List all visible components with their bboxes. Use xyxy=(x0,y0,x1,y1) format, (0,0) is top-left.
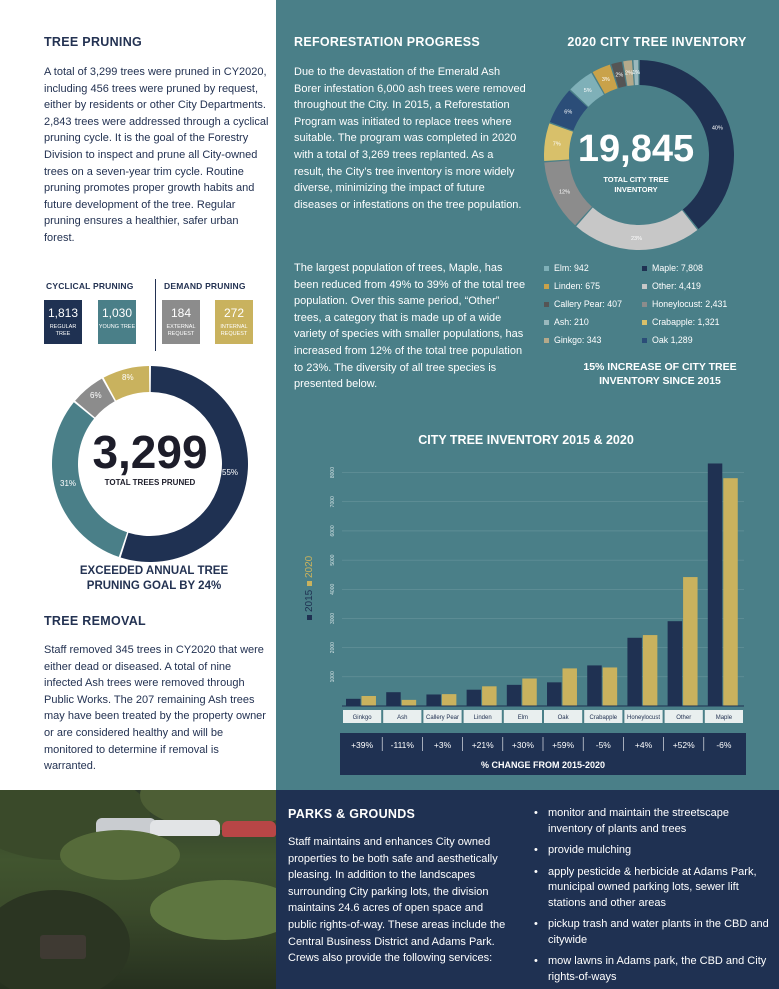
internal-request-box xyxy=(215,300,253,344)
internal-request-label: INTERNAL REQUEST xyxy=(220,324,248,337)
legend-swatch xyxy=(544,320,549,325)
legend-text: Linden: 675 xyxy=(554,281,600,291)
inventory-total-label xyxy=(586,175,686,195)
legend-text: Oak 1,289 xyxy=(652,335,693,345)
change-label: +21% xyxy=(471,740,494,750)
young-tree-box xyxy=(98,300,136,344)
service-item: • provide mulching xyxy=(534,843,770,859)
y-tick-label: 4000 xyxy=(330,583,336,595)
change-label: +4% xyxy=(634,740,653,750)
y-tick-label: 1000 xyxy=(330,671,336,683)
legend-swatch xyxy=(544,266,549,271)
legend-text: Maple: 7,808 xyxy=(652,263,703,273)
legend-swatch xyxy=(642,302,647,307)
y-tick-label: 3000 xyxy=(330,612,336,625)
legend-swatch xyxy=(544,284,549,289)
bar-linden-2020 xyxy=(482,686,496,706)
park-bench xyxy=(40,935,86,959)
donut1-pct-6: 6% xyxy=(90,391,102,400)
inventory-bar-chart xyxy=(276,450,779,775)
legend-callery-pear xyxy=(544,299,622,309)
y-tick-label: 5000 xyxy=(330,554,336,566)
left-column xyxy=(0,0,276,790)
inventory-slice-other xyxy=(576,208,697,250)
change-label: -111% xyxy=(390,740,414,750)
category-label: Crabapple xyxy=(589,715,618,721)
bar-oak-2020 xyxy=(562,668,576,706)
lawn xyxy=(150,880,276,940)
legend-elm xyxy=(544,263,589,273)
regular-tree-value: 1,813 xyxy=(47,306,79,320)
regular-tree-box xyxy=(44,300,82,344)
inventory-total: 19,845 xyxy=(577,128,695,170)
change-label: +59% xyxy=(552,740,575,750)
bar-callery-pear-2020 xyxy=(442,694,456,706)
change-label: -6% xyxy=(716,740,732,750)
bar-crabapple-2015 xyxy=(587,665,601,706)
inventory-slice-label: 12% xyxy=(558,189,571,196)
inventory-slice-label: 2% xyxy=(625,70,633,77)
donut1-pct-8: 8% xyxy=(122,373,134,382)
legend-ash xyxy=(544,317,589,327)
external-request-box xyxy=(162,300,200,344)
legend-swatch xyxy=(642,266,647,271)
parks-title: PARKS & GROUNDS xyxy=(288,807,416,821)
reforestation-body-1: Due to the devastation of the Emerald Ash Borer infestation 6,000 ash trees were removed throughout the City. In 2015, a Reforestation Program was initiated to replace trees where suitable. The program was completed in 2020 with a total of 3,269 trees replanted. As a result, the City’s tree inventory is more widely diverse, minimizing the impact of future diseases or infestations on the tree population. xyxy=(294,66,526,211)
bar-legend xyxy=(304,555,315,620)
tree-pruning-body: A total of 3,299 trees were pruned in CY2020, including 456 trees were pruned by request, either by residents or other City Departments. 2,843 trees were addressed through a cyclical pruning cycle. It is the goal of the Forestry Division to inspect and prune all City-owned trees on a seven-year trim cycle. Routine pruning promotes proper growth habits and future development of the tree. Regular pruning ensures a healthier, safer urban forest. xyxy=(44,66,269,244)
young-tree-label: YOUNG TREE xyxy=(98,324,136,330)
donut1-pct-55: 55% xyxy=(222,468,239,477)
legend-text: Honeylocust: 2,431 xyxy=(652,299,728,309)
legend-swatch xyxy=(642,320,647,325)
category-label: Oak xyxy=(557,715,569,721)
y-tick-label: 7000 xyxy=(330,496,336,508)
cyclical-pruning-heading: CYCLICAL PRUNING xyxy=(46,281,134,291)
parks-grounds-section xyxy=(276,790,779,989)
category-label: Elm xyxy=(517,715,529,721)
category-label: Other xyxy=(676,715,692,721)
service-item: • mow lawns in Adams park, the CBD and City rights-of-ways xyxy=(534,954,770,985)
y-tick-label: 6000 xyxy=(330,525,336,537)
category-label: Linden xyxy=(473,715,492,721)
service-item: • pickup trash and water plants in the CBD and citywide xyxy=(534,917,770,948)
legend-text: Callery Pear: 407 xyxy=(554,299,622,309)
pruning-divider xyxy=(155,279,156,351)
tree-removal-title: TREE REMOVAL xyxy=(44,614,146,628)
trees-pruned-label: TOTAL TREES PRUNED xyxy=(104,478,196,487)
legend-text: Crabapple: 1,321 xyxy=(652,317,720,327)
bar-callery-pear-2015 xyxy=(426,694,440,706)
reforestation-title: REFORESTATION PROGRESS xyxy=(294,35,481,49)
legend-label-2020: 2020 xyxy=(304,555,315,578)
bar-honeylocust-2015 xyxy=(627,638,641,706)
change-label: +3% xyxy=(433,740,452,750)
legend-swatch xyxy=(544,302,549,307)
inventory-slice-label: 2% xyxy=(615,72,624,79)
legend-other xyxy=(642,281,701,291)
legend-swatch-2015 xyxy=(307,615,312,620)
bar-maple-2020 xyxy=(723,478,737,706)
parked-car xyxy=(150,820,220,836)
category-label: Callery Pear xyxy=(425,715,460,721)
right-column xyxy=(276,0,779,790)
category-label: Ash xyxy=(397,715,408,721)
category-label: Honeylocust xyxy=(626,715,661,721)
increase-line-1: 15% INCREASE OF CITY TREE xyxy=(583,361,737,373)
inventory-slice-label: 5% xyxy=(583,87,592,94)
bar-oak-2015 xyxy=(547,682,561,706)
inventory-total-label-1: TOTAL CITY TREE xyxy=(603,175,669,184)
legend-swatch-2020 xyxy=(307,581,312,586)
change-label: +52% xyxy=(672,740,695,750)
inventory-slice-label: 7% xyxy=(552,141,561,148)
inventory-slice-label: 40% xyxy=(711,125,723,132)
percent-change-title: % CHANGE FROM 2015-2020 xyxy=(480,760,606,770)
bar-ginkgo-2015 xyxy=(346,699,360,706)
regular-tree-label: REGULAR TREE xyxy=(49,324,77,337)
service-item: • monitor and maintain the streetscape inventory of plants and trees xyxy=(534,806,770,837)
legend-ginkgo xyxy=(544,335,601,345)
donut1-pct-31: 31% xyxy=(60,479,77,488)
exceeded-line-2: PRUNING GOAL BY 24% xyxy=(86,580,222,592)
inventory-title: 2020 CITY TREE INVENTORY xyxy=(567,35,747,49)
change-label: -5% xyxy=(595,740,611,750)
exceeded-goal-callout xyxy=(52,564,256,594)
bar-elm-2015 xyxy=(507,685,521,706)
bar-honeylocust-2020 xyxy=(643,635,657,706)
legend-oak xyxy=(642,335,693,345)
demand-pruning-heading: DEMAND PRUNING xyxy=(164,281,246,291)
legend-linden xyxy=(544,281,600,291)
legend-swatch xyxy=(544,338,549,343)
shrubs xyxy=(60,830,180,880)
bar-other-2020 xyxy=(683,577,697,706)
parked-car xyxy=(222,821,276,837)
bar-ginkgo-2020 xyxy=(361,696,375,706)
tree-pruning-title: TREE PRUNING xyxy=(44,35,143,49)
services-list xyxy=(534,806,770,989)
external-request-label: EXTERNAL REQUEST xyxy=(166,324,196,337)
legend-crabapple xyxy=(642,317,720,327)
y-tick-label: 2000 xyxy=(330,642,336,654)
park-photo xyxy=(0,790,276,989)
inventory-slice-label: 6% xyxy=(564,109,573,116)
inventory-slice-label: 23% xyxy=(630,235,643,242)
change-label: +39% xyxy=(351,740,374,750)
inventory-increase-callout xyxy=(544,360,776,388)
bar-ash-2015 xyxy=(386,692,400,706)
bar-crabapple-2020 xyxy=(603,667,617,706)
legend-text: Elm: 942 xyxy=(554,263,589,273)
young-tree-value: 1,030 xyxy=(101,306,133,320)
legend-swatch xyxy=(642,284,647,289)
internal-request-value: 272 xyxy=(223,306,245,320)
inventory-slice-label: 1% xyxy=(632,70,641,77)
external-request-value: 184 xyxy=(170,306,192,320)
bar-other-2015 xyxy=(668,621,682,706)
legend-label-2015: 2015 xyxy=(304,589,315,612)
bar-linden-2015 xyxy=(467,690,481,706)
category-label: Maple xyxy=(715,715,733,721)
legend-text: Ash: 210 xyxy=(554,317,589,327)
legend-honeylocust xyxy=(642,299,727,309)
increase-line-2: INVENTORY SINCE 2015 xyxy=(599,375,721,387)
legend-text: Ginkgo: 343 xyxy=(554,335,602,345)
category-label: Ginkgo xyxy=(352,715,372,721)
service-item: • apply pesticide & herbicide at Adams Park, municipal owned parking lots, sewer lift stations and other areas xyxy=(534,865,770,912)
parks-body: Staff maintains and enhances City owned properties to be both safe and aesthetically pleasing. In addition to the landscapes surrounding City parking lots, the division maintains 24.6 acres of open space and public rights-of-way. These areas include the Central Business District and Adams Park. Crews also provide the following services: xyxy=(288,836,506,965)
bar-chart-title: CITY TREE INVENTORY 2015 & 2020 xyxy=(418,433,634,447)
bar-ash-2020 xyxy=(402,700,416,706)
tree-removal-body: Staff removed 345 trees in CY2020 that were either dead or diseased. A total of nine infected Ash trees were removed through Public Works. The 207 remaining Ash trees may have been treated by the property owner or are considered healthy and will be monitored to determine if removal is warranted. xyxy=(44,644,266,773)
exceeded-line-1: EXCEEDED ANNUAL TREE xyxy=(79,565,229,577)
bar-maple-2015 xyxy=(708,463,722,706)
trees-pruned-total: 3,299 xyxy=(92,426,208,478)
bar-elm-2020 xyxy=(522,679,536,706)
inventory-total-label-2: INVENTORY xyxy=(614,185,658,194)
y-tick-label: 8000 xyxy=(330,467,336,479)
legend-text: Other: 4,419 xyxy=(652,281,701,291)
reforestation-body-2: The largest population of trees, Maple, has been reduced from 49% to 39% of the total tree population. Over this same period, “Other” trees, a category that is made up of a wide variety of species with smaller populations, has increased from 12% of the total tree population to 23%. The diversity of all tree species is presented below. xyxy=(294,262,526,391)
legend-swatch xyxy=(642,338,647,343)
change-label: +30% xyxy=(511,740,534,750)
inventory-slice-label: 3% xyxy=(601,76,610,83)
legend-maple xyxy=(642,263,703,273)
